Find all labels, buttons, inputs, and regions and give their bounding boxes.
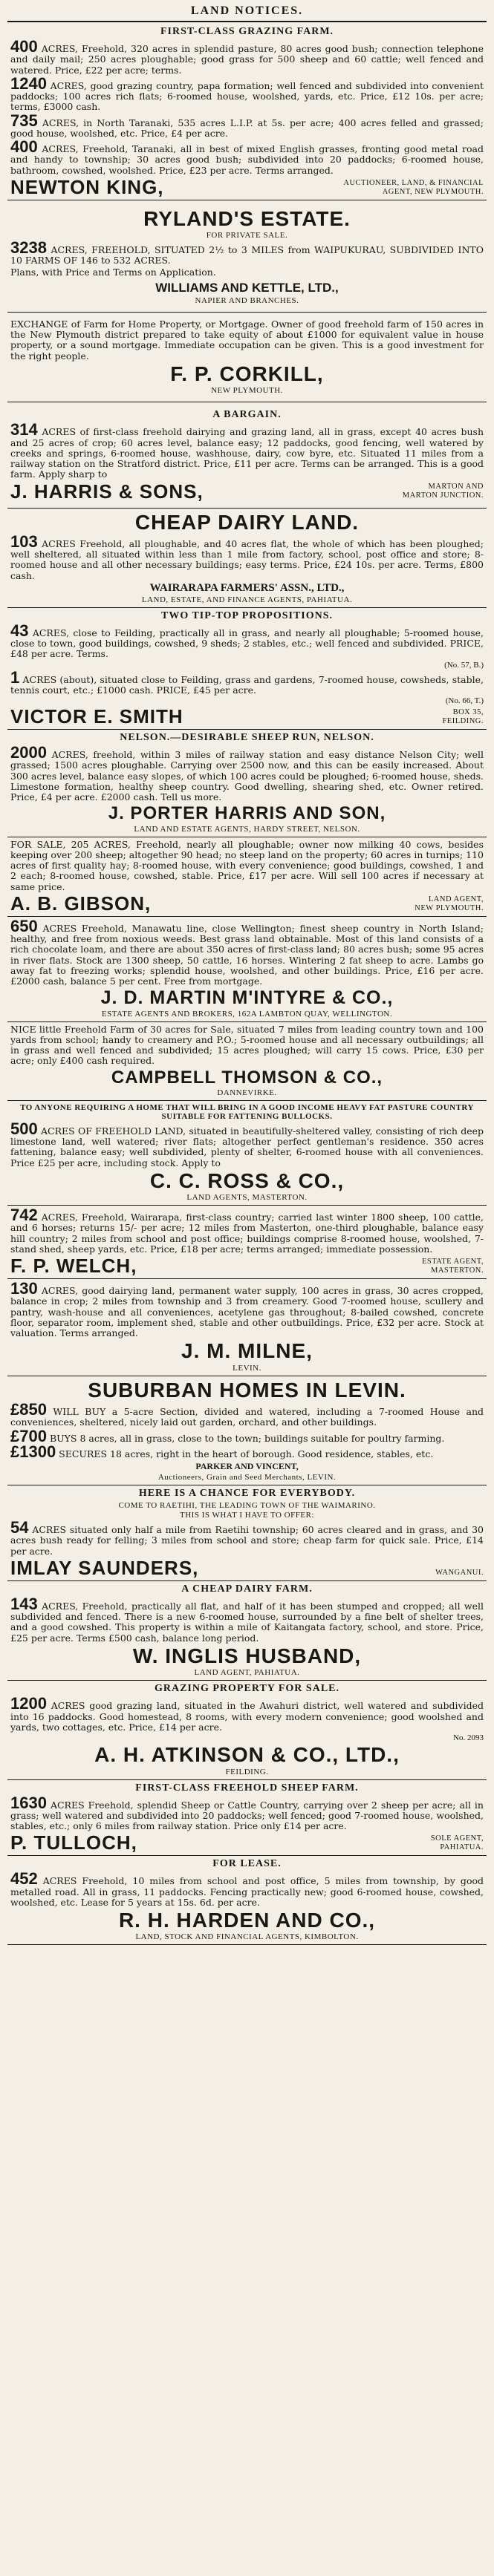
agent-name: A. B. GIBSON,	[10, 892, 152, 915]
ad-heading: A BARGAIN.	[212, 409, 282, 421]
ad-paragraph: 54 ACRES situated only half a mile from Raetihi township; 60 acres cleared and in grass, and 30 acres bush ready for felling; 3 miles from school and store; cheap farm for quick sale. Price, £14 per acre.	[10, 1518, 484, 1557]
acreage-figure: 1240	[10, 73, 47, 93]
agent-name: VICTOR E. SMITH	[10, 705, 183, 728]
ad-subheading: FOR PRIVATE SALE.	[206, 231, 288, 241]
agent-name: WAIRARAPA FARMERS' ASSN., LTD.,	[149, 581, 345, 594]
agent-tagline: SOLE AGENT, PAHIATUA.	[430, 1834, 484, 1852]
ad-heading: GRAZING PROPERTY FOR SALE.	[154, 1683, 339, 1695]
masthead-title: LAND NOTICES.	[7, 3, 487, 22]
reference-number: No. 2093	[453, 1733, 484, 1743]
agent-block	[10, 894, 484, 913]
ad-heading: SUBURBAN HOMES IN LEVIN.	[88, 1378, 406, 1402]
ad-paragraph: 500 ACRES OF FREEHOLD LAND, situated in beautifully-sheltered valley, consisting of rich deep limestone land, well watered; river flats; altogether perfect gentleman's residence. 350 acres fattening, balance easy; well subdivided, plenty of shelter, 6-roomed house with all conveniences. Price £25 per acre, including stock. Apply to	[10, 1119, 484, 1168]
agent-location: Auctioneers, Grain and Seed Merchants, LEVIN.	[157, 1473, 337, 1482]
agent-location: LAND, ESTATE, AND FINANCE AGENTS, PAHIATUA.	[141, 595, 353, 604]
ad-heading: NELSON.—DESIRABLE SHEEP RUN, NELSON.	[120, 732, 374, 744]
ad-dairying-land	[7, 1279, 487, 1376]
ad-subheading: COME TO RAETIHI, THE LEADING TOWN OF THE WAIMARINO.	[118, 1501, 376, 1511]
ad-paragraph: 1240 ACRES, good grazing country, papa formation; well fenced and subdivided into convenient paddocks; 100 acres rich flats; 6-roomed house, woolshed, yards, etc. Price, £12 10s. per acre; terms, £3000 cash.	[10, 73, 484, 113]
ad-exchange-farm	[7, 313, 487, 402]
agent-tagline: ESTATE AGENT, MASTERTON.	[421, 1258, 484, 1275]
acreage-figure: 1	[10, 667, 20, 687]
price-figure: £850	[10, 1400, 47, 1419]
ad-subheading: THIS IS WHAT I HAVE TO OFFER:	[180, 1511, 314, 1520]
agent-location: DANNEVIRKE.	[217, 1088, 277, 1097]
agent-location: FEILDING.	[225, 1767, 269, 1776]
ad-nelson-sheep-run	[7, 730, 487, 837]
land-notices-page	[7, 0, 487, 1945]
ad-paragraph: FOR SALE, 205 ACRES, Freehold, nearly all ploughable; owner now milking 40 cows, besides keeping over 200 sheep; altogether 90 head; no steep land on the property; 60 acres in turnips; 110 acres of first quality hay; 8-roomed house, with every convenience; good buildings, cowshed, 1 and 2 each; 8-roomed house, cowshed, stable. Price, £17 per acre. Will sell 100 acres if necessary at same price.	[10, 838, 484, 892]
agent-name: F. P. WELCH,	[10, 1255, 137, 1278]
agent-block	[10, 1255, 484, 1278]
agent-location: NEW PLYMOUTH.	[211, 386, 283, 396]
agent-name: J. M. MILNE,	[181, 1339, 313, 1363]
acreage-figure: 103	[10, 532, 38, 551]
ad-paragraph: NICE little Freehold Farm of 30 acres for Sale, situated 7 miles from leading country town and 100 yards from school; handy to creamery and P.O.; 5-roomed house and all necessary outbuildings; all in grass and well fenced and subdivided; 15 acres ploughed; will carry 15 cows. Price, £30 per acre; only £400 cash required.	[10, 1023, 484, 1067]
agent-name: W. INGLIS HUSBAND,	[132, 1644, 362, 1667]
agent-location: LAND AND ESTATE AGENTS, HARDY STREET, NELSON.	[134, 824, 360, 834]
ad-cheap-dairy-farm	[7, 1581, 487, 1681]
acreage-figure: 452	[10, 1869, 38, 1889]
ad-paragraph: 735 ACRES, in North Taranaki, 535 acres L.I.P. at 5s. per acre; 400 acres felled and grassed; good house, woolshed, etc. Price, £4 per acre.	[10, 111, 484, 139]
ad-paragraph: 143 ACRES, Freehold, practically all flat, and half of it has been stumped and cropped; all well subdivided and fenced. There is a new 6-roomed house, surrounded by a fine belt of shelter trees, and a good cowshed. This property is within a mile of Kaitangata factory, school, and store. Price, £25 per acre. Terms £500 cash, balance long period.	[10, 1594, 484, 1644]
agent-block	[10, 1833, 484, 1852]
agent-location: LAND, STOCK AND FINANCIAL AGENTS, KIMBOLTON.	[135, 1932, 359, 1942]
ad-raetihi-chance	[7, 1485, 487, 1581]
agent-name: R. H. HARDEN AND CO.,	[118, 1909, 376, 1932]
agent-block	[10, 177, 484, 197]
acreage-figure: 1200	[10, 1694, 47, 1713]
agent-name: CAMPBELL THOMSON & CO.,	[111, 1067, 383, 1088]
agent-name: A. H. ATKINSON & CO., LTD.,	[94, 1743, 400, 1767]
ad-for-lease	[7, 1856, 487, 1945]
ad-freehold-sheep-farm	[7, 1780, 487, 1857]
ad-heading: RYLAND'S ESTATE.	[143, 206, 351, 230]
ad-bargain	[7, 402, 487, 508]
reference-number: (No. 57, B.)	[444, 660, 484, 670]
agent-name: J. PORTER HARRIS AND SON,	[108, 803, 386, 824]
ad-paragraph: 43 ACRES, close to Feilding, practically all in grass, and nearly all ploughable; 5-roomed house, close to town, good buildings, cowshed, 9 sheds; 2 stables, etc.; well fenced and subdivided. PRICE, £48 per acre. Terms.	[10, 621, 484, 660]
acreage-figure: 400	[10, 37, 38, 56]
agent-tagline: LAND AGENT, NEW PLYMOUTH.	[415, 895, 484, 912]
agent-name: J. D. MARTIN M'INTYRE & CO.,	[100, 987, 394, 1009]
agent-block	[10, 707, 484, 726]
ad-heading: FIRST-CLASS FREEHOLD SHEEP FARM.	[135, 1782, 359, 1794]
acreage-figure: 1630	[10, 1793, 47, 1812]
price-figure: £1300	[10, 1442, 56, 1461]
ad-heading: TO ANYONE REQUIRING A HOME THAT WILL BRING IN A GOOD INCOME HEAVY FAT PASTURE COUNTRY SUITABLE FOR FATTENING BULLOCKS.	[20, 1102, 474, 1121]
agent-location: ESTATE AGENTS AND BROKERS, 162A LAMBTON QUAY, WELLINGTON.	[101, 1009, 393, 1019]
ad-paragraph: 400 ACRES, Freehold, 320 acres in splendid pasture, 80 acres good bush; connection telephone and daily mail; 250 acres ploughable; good grass for 500 sheep and 60 cattle; well fenced and watered. Price, £22 per acre; terms.	[10, 37, 484, 76]
ad-paragraph: £850 WILL BUY a 5-acre Section, divided and watered, including a 7-roomed House and conveniences, sheltered, nicely laid out garden, orchard, and other buildings.	[10, 1400, 484, 1428]
ad-paragraph: Plans, with Price and Terms on Application.	[10, 266, 216, 278]
ad-paragraph: 1630 ACRES Freehold, splendid Sheep or Cattle Country, carrying over 2 sheep per acre; all in grass; well watered and subdivided into 20 paddocks; well fenced; good 7-roomed house, woolshed, stables, etc.; only 6 miles from railway station. Price only £14 per acre.	[10, 1793, 484, 1831]
ad-paragraph: 742 ACRES, Freehold, Wairarapa, first-class country; carried last winter 1800 sheep, 100 cattle, and 6 horses; returns 15/- per acre; 12 miles from Masterton, one-third ploughable, balance easy hill country; 2 miles from school and post office; buildings comprise 8-roomed house, woolshed, 7-stand shed, sheep yards, etc. Price, £18 per acre; terms arranged; immediate possession.	[10, 1206, 484, 1255]
ad-paragraph: 650 ACRES Freehold, Manawatu line, close Wellington; finest sheep country in North Island; healthy, and free from noxious weeds. Best grass land obtainable. Most of this land consists of a rich chocolate loam, and there are about 350 acres of first-class land; 80 acres bush; some 95 acres in river flats. Stock are 1300 sheep, 50 cattle, 16 horses. Wintering 2 fat sheep to acre. Lambs go away fat to freezing works; splendid house, woolshed, and other buildings. Price, £16 per acre. £2000 cash, balance 5 per cent. Free from mortgage.	[10, 916, 484, 987]
ad-paragraph: £1300 SECURES 18 acres, right in the heart of borough. Good residence, stables, etc.	[10, 1442, 434, 1461]
ad-grazing-farm	[7, 24, 487, 200]
ad-suburban-homes-levin	[7, 1376, 487, 1485]
ad-paragraph: 3238 ACRES, FREEHOLD, SITUATED 2½ to 3 MILES from WAIPUKURAU, SUBDIVIDED INTO 10 FARMS OF 146 to 532 ACRES.	[10, 238, 484, 267]
ad-paragraph: 1200 ACRES good grazing land, situated in the Awahuri district, well watered and subdivided into 16 paddocks. Good homestead, 8 rooms, with every modern convenience; good woolshed and yards, two cottages, etc. Price, £14 per acre.	[10, 1694, 484, 1733]
acreage-figure: 2000	[10, 743, 47, 762]
ad-rylands-estate	[7, 200, 487, 313]
ad-cheap-dairy-land	[7, 509, 487, 608]
agent-name: IMLAY SAUNDERS,	[10, 1556, 199, 1579]
ad-wairarapa-country	[7, 1206, 487, 1279]
agent-tagline: AUCTIONEER, LAND, & FINANCIAL AGENT, NEW PLYMOUTH.	[343, 178, 484, 196]
agent-name: C. C. ROSS & CO.,	[149, 1168, 345, 1192]
agent-tagline: MARTON AND MARTON JUNCTION.	[402, 483, 484, 500]
acreage-figure: 3238	[10, 238, 47, 258]
agent-name: NEWTON KING,	[10, 175, 164, 198]
ad-heading: A CHEAP DAIRY FARM.	[181, 1583, 313, 1595]
ad-little-freehold-farm	[7, 1022, 487, 1101]
ad-manawatu-sheep-country	[7, 917, 487, 1022]
ad-paragraph: EXCHANGE of Farm for Home Property, or Mortgage. Owner of good freehold farm of 150 acres in the New Plymouth district prepared to take equity of about £1000 for equivalent value in house property, or a sound mortgage. Immediate occupation can be given. This is a good investment for the right people.	[10, 318, 484, 362]
agent-name: WILLIAMS AND KETTLE, LTD.,	[155, 280, 339, 295]
acreage-figure: 314	[10, 420, 38, 439]
acreage-figure: 735	[10, 111, 38, 130]
acreage-figure: 54	[10, 1518, 29, 1537]
acreage-figure: 400	[10, 137, 38, 156]
ad-paragraph: 452 ACRES Freehold, 10 miles from school and post office, 5 miles from township, by good metalled road. All in grass, 11 paddocks. Fencing practically new; good 6-roomed house, cowshed, woolshed, etc. Lease for 5 years at 15s. 6d. per acre.	[10, 1869, 484, 1908]
acreage-figure: 742	[10, 1206, 38, 1225]
agent-tagline: BOX 35, FEILDING.	[442, 708, 484, 726]
ad-paragraph: 1 ACRES (about), situated close to Feilding, grass and gardens, 7-roomed house, cowsheds, stable, tennis court, etc.; £1000 cash. PRICE, £45 per acre.	[10, 667, 484, 696]
ad-heading: HERE IS A CHANCE FOR EVERYBODY.	[138, 1488, 356, 1500]
acreage-figure: 500	[10, 1119, 38, 1138]
ad-heading: CHEAP DAIRY LAND.	[134, 510, 360, 534]
agent-name: P. TULLOCH,	[10, 1831, 137, 1854]
ad-for-sale-205-acres	[7, 837, 487, 917]
agent-location: LAND AGENTS, MASTERTON.	[186, 1193, 308, 1203]
agent-name: J. HARRIS & SONS,	[10, 480, 204, 503]
ad-paragraph: 2000 ACRES, freehold, within 3 miles of railway station and easy distance Nelson City; well grassed; 1500 acres ploughable. Carrying over 2500 now, and this can be easily increased. About 300 acres level, balance easy slopes, of which 100 acres could be ploughed; 6-roomed house, sheds. Limestone formation, healthy sheep country. Good dwelling, shearing shed, etc. Owner retired. Price, £4 per acre. £2000 cash. Tell us more.	[10, 743, 484, 803]
ad-grazing-property	[7, 1681, 487, 1779]
agent-block	[10, 1558, 484, 1578]
ad-paragraph: £700 BUYS 8 acres, all in grass, close to the town; buildings suitable for poultry farming.	[10, 1426, 445, 1445]
agent-name: PARKER AND VINCENT,	[195, 1461, 299, 1472]
ad-fattening-country	[7, 1101, 487, 1206]
agent-location: NAPIER AND BRANCHES.	[195, 295, 299, 305]
ad-paragraph: 103 ACRES Freehold, all ploughable, and 40 acres flat, the whole of which has been ploughed; well sheltered, all situated within less than 1 mile from factory, school, post office and store; 8-roomed house and all other necessary buildings; easy terms. Price, £24 10s. per acre. Terms, £800 cash.	[10, 532, 484, 581]
agent-tagline: WANGANUI.	[435, 1568, 484, 1577]
acreage-figure: 43	[10, 621, 29, 640]
ad-paragraph: 130 ACRES, good dairying land, permanent water supply, 100 acres in grass, 30 acres cropped, balance in crop; 2 miles from township and 3 from creamery. Good 7-roomed house, scullery and pantry, wash-house and all conveniences, acetylene gas throughout; 8-bailed cowshed, concrete floor, separator room, implement shed, stable and other outbuildings. Price, £32 per acre. Stock at valuation. Terms arranged.	[10, 1279, 484, 1339]
reference-number: (No. 66, T.)	[445, 696, 484, 706]
agent-block	[10, 482, 484, 501]
ad-paragraph: 314 ACRES of first-class freehold dairying and grazing land, all in grass, except 40 acres bush and 25 acres of crop; 60 acres level, balance easy; 12 paddocks, good fencing, well watered by creeks and springs, 6-roomed house, washhouse, dairy, cow byre, etc. Situated 11 miles from a railway station on the Stratford district. Price, £11 per acre. Terms can be arranged. This is a good farm. Apply sharp to	[10, 420, 484, 480]
acreage-figure: 650	[10, 916, 38, 935]
ad-heading: TWO TIP-TOP PROPOSITIONS.	[160, 609, 334, 621]
ad-heading: FIRST-CLASS GRAZING FARM.	[160, 26, 334, 37]
ad-paragraph: 400 ACRES, Freehold, Taranaki, all in best of mixed English grasses, fronting good metal road and handy to township; 30 acres good bush; subdivided into 20 paddocks; 6-roomed house, bathroom, cowshed, woolshed. Price, £23 per acre. Terms arranged.	[10, 137, 484, 176]
price-figure: £700	[10, 1426, 47, 1445]
acreage-figure: 143	[10, 1594, 38, 1613]
acreage-figure: 130	[10, 1279, 38, 1298]
agent-name: F. P. CORKILL,	[170, 362, 324, 385]
agent-location: LEVIN.	[233, 1363, 261, 1373]
ad-two-propositions	[7, 608, 487, 730]
agent-location: LAND AGENT, PAHIATUA.	[194, 1668, 300, 1678]
ad-heading: FOR LEASE.	[212, 1858, 282, 1870]
